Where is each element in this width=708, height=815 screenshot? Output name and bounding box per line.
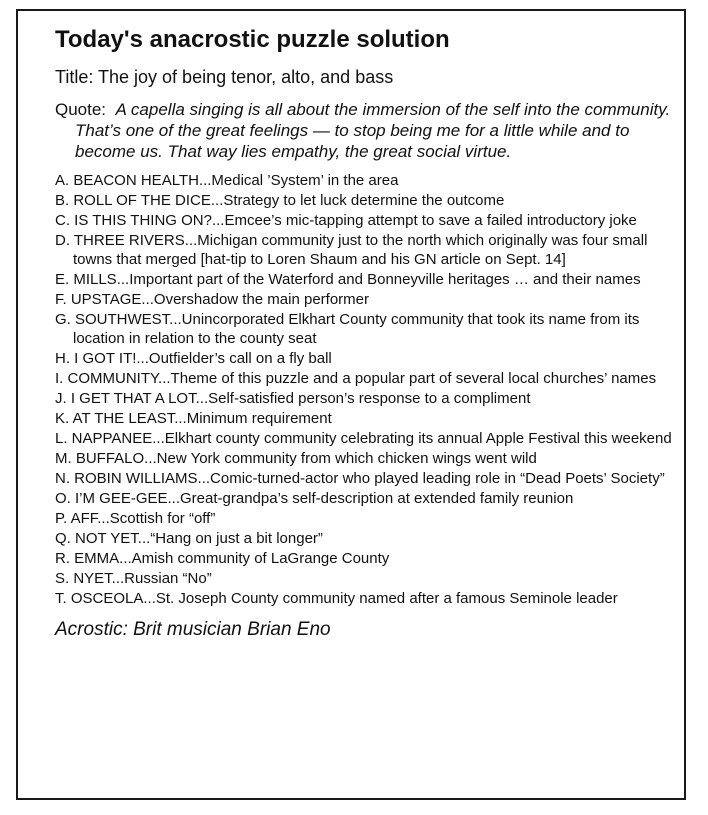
clue-item: Q. NOT YET...“Hang on just a bit longer” — [55, 530, 323, 547]
clue-list — [55, 171, 680, 608]
acrostic-answer: Acrostic: Brit musician Brian Eno — [55, 619, 331, 640]
clue-item: T. OSCEOLA...St. Joseph County community named after a famous Seminole leader — [55, 590, 618, 607]
clue-item: P. AFF...Scottish for “off” — [55, 510, 216, 527]
page-title: Today's anacrostic puzzle solution — [55, 26, 450, 53]
clue-item: D. THREE RIVERS...Michigan community just to the north which originally was four small towns that merged [hat-tip to Loren Shaum and his GN article on Sept. 14] — [55, 232, 648, 268]
clue-item: C. IS THIS THING ON?...Emcee’s mic-tapping attempt to save a failed introductory joke — [55, 212, 637, 229]
clue-item: N. ROBIN WILLIAMS...Comic-turned-actor who played leading role in “Dead Poets’ Society” — [55, 470, 665, 487]
clue-item: I. COMMUNITY...Theme of this puzzle and a popular part of several local churches’ names — [55, 370, 657, 387]
clue-item: K. AT THE LEAST...Minimum requirement — [55, 410, 332, 427]
clue-item: J. I GET THAT A LOT...Self-satisfied person’s response to a compliment — [55, 390, 531, 407]
clue-item: B. ROLL OF THE DICE...Strategy to let luck determine the outcome — [55, 192, 505, 209]
clue-item: F. UPSTAGE...Overshadow the main performer — [55, 291, 369, 308]
puzzle-solution-box — [16, 9, 686, 800]
puzzle-content — [55, 25, 680, 642]
clue-item: L. NAPPANEE...Elkhart county community celebrating its annual Apple Festival this weekend — [55, 430, 672, 447]
quote-block — [55, 99, 680, 162]
clue-item: E. MILLS...Important part of the Waterford and Bonneyville heritages … and their names — [55, 271, 641, 288]
clue-item: G. SOUTHWEST...Unincorporated Elkhart County community that took its name from its location in relation to the county seat — [55, 311, 640, 347]
clue-item: R. EMMA...Amish community of LaGrange County — [55, 550, 390, 567]
clue-item: M. BUFFALO...New York community from which chicken wings went wild — [55, 450, 537, 467]
quote-label: Quote: — [55, 100, 107, 119]
puzzle-title: Title: The joy of being tenor, alto, and bass — [55, 67, 394, 87]
quote-text: A capella singing is all about the immersion of the self into the community. That’s one of the great feelings — to stop being me for a little while and to become us. That way lies empathy, the great social virtue. — [75, 100, 671, 161]
clue-item: O. I’M GEE-GEE...Great-grandpa’s self-description at extended family reunion — [55, 490, 574, 507]
clue-item: H. I GOT IT!...Outfielder’s call on a fly ball — [55, 350, 332, 367]
clue-item: S. NYET...Russian “No” — [55, 570, 212, 587]
clue-item: A. BEACON HEALTH...Medical ’System’ in the area — [55, 172, 399, 189]
